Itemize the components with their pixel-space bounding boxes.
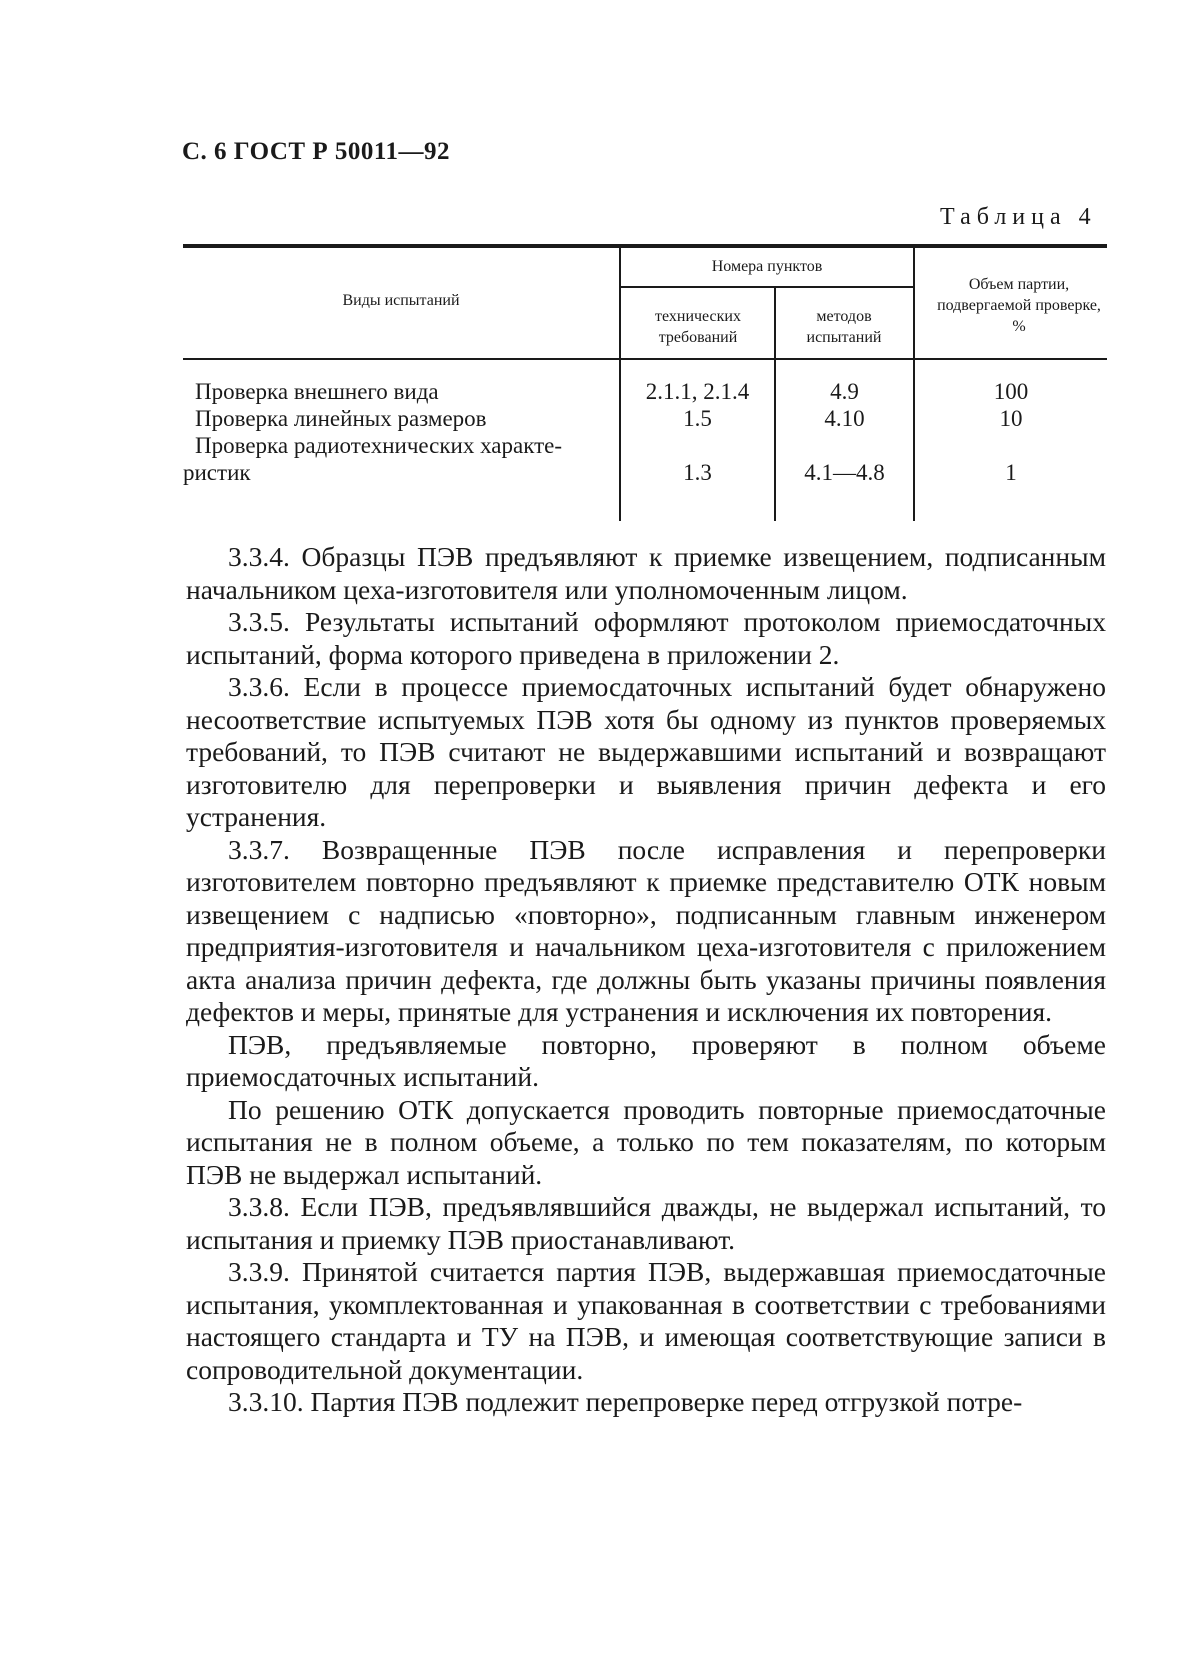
column-header-clause-numbers: Номера пунктов — [711, 258, 823, 275]
paragraph-3-3-8: 3.3.8. Если ПЭВ, предъявлявшийся дважды, не выдержал испытаний, то испытания и приемку ПЭВ приостанавливают. — [186, 1191, 1106, 1255]
row-2-volume: 10 — [999, 406, 1023, 431]
row-1-volume: 100 — [993, 379, 1029, 404]
row-3-name-line-2: ристик — [183, 460, 251, 485]
body-text — [186, 541, 1106, 1419]
column-header-test-type: Виды испытаний — [342, 292, 460, 309]
paragraph-3-3-10: 3.3.10. Партия ПЭВ подлежит перепроверке перед отгрузкой потре- — [228, 1386, 1023, 1417]
row-3-tech: 1.3 — [683, 460, 712, 485]
row-3-volume: 1 — [1005, 460, 1017, 485]
column-header-tech-requirements: технических требований — [655, 308, 741, 346]
row-3-name-line-1: Проверка радиотехнических характе- — [195, 433, 563, 458]
row-2-name: Проверка линейных размеров — [195, 406, 487, 431]
table-subheader-rule — [619, 286, 914, 288]
row-2-methods: 4.10 — [824, 406, 865, 431]
table-caption: Таблица 4 — [940, 204, 1097, 230]
paragraph-repeat-check: ПЭВ, предъявляемые повторно, проверяют в полном объеме приемосдаточных испытаний. — [186, 1028, 1106, 1092]
paragraph-3-3-9: 3.3.9. Принятой считается партия ПЭВ, выдержавшая приемосдаточные испытания, укомплектованная и упакованная в соответствии с требованиями настоящего стандарта и ТУ на ПЭВ, и имеющая соответствующие записи в сопроводительной документации. — [186, 1256, 1106, 1385]
paragraph-3-3-4: 3.3.4. Образцы ПЭВ предъявляют к приемке извещением, подписанным начальником цеха-изготовителя или уполномоченным лицом. — [186, 541, 1106, 605]
row-3-methods: 4.1—4.8 — [804, 460, 885, 485]
paragraph-3-3-5: 3.3.5. Результаты испытаний оформляют протоколом приемосдаточных испытаний, форма которого приведена в приложении 2. — [186, 606, 1106, 670]
row-1-methods: 4.9 — [830, 379, 859, 404]
row-1-name: Проверка внешнего вида — [195, 379, 439, 404]
paragraph-otk-decision: По решению ОТК допускается проводить повторные приемосдаточные испытания не в полном объеме, а только по тем показателям, по которым ПЭВ не выдержал испытаний. — [186, 1093, 1106, 1190]
paragraph-3-3-7: 3.3.7. Возвращенные ПЭВ после исправления и перепроверки изготовителем повторно предъявляют к приемке представителю ОТК новым извещением с надписью «повторно», подписанным главным инженером предприятия-изготовителя и начальником цеха-изготовителя с приложением акта анализа причин дефекта, где должны быть указаны причины появления дефектов и меры, принятые для устранения и исключения их повторения. — [186, 833, 1106, 1027]
test-table — [183, 244, 1107, 521]
row-2-tech: 1.5 — [683, 406, 712, 431]
table-header-bottom-rule — [183, 358, 1107, 360]
page-header: С. 6 ГОСТ Р 50011—92 — [182, 138, 450, 165]
column-header-lot-volume: Объем партии, подвергаемой проверке, % — [937, 276, 1101, 335]
table-top-rule — [183, 244, 1107, 248]
row-1-tech: 2.1.1, 2.1.4 — [645, 379, 750, 404]
paragraph-3-3-6: 3.3.6. Если в процессе приемосдаточных испытаний будет обнаружено несоответствие испытуемых ПЭВ хотя бы одному из пунктов проверяемых требований, то ПЭВ считают не выдержавшими испытаний и возвращают изготовителю для перепроверки и выявления причин дефекта и его устранения. — [186, 671, 1106, 832]
column-header-test-methods: методов испытаний — [806, 308, 882, 346]
